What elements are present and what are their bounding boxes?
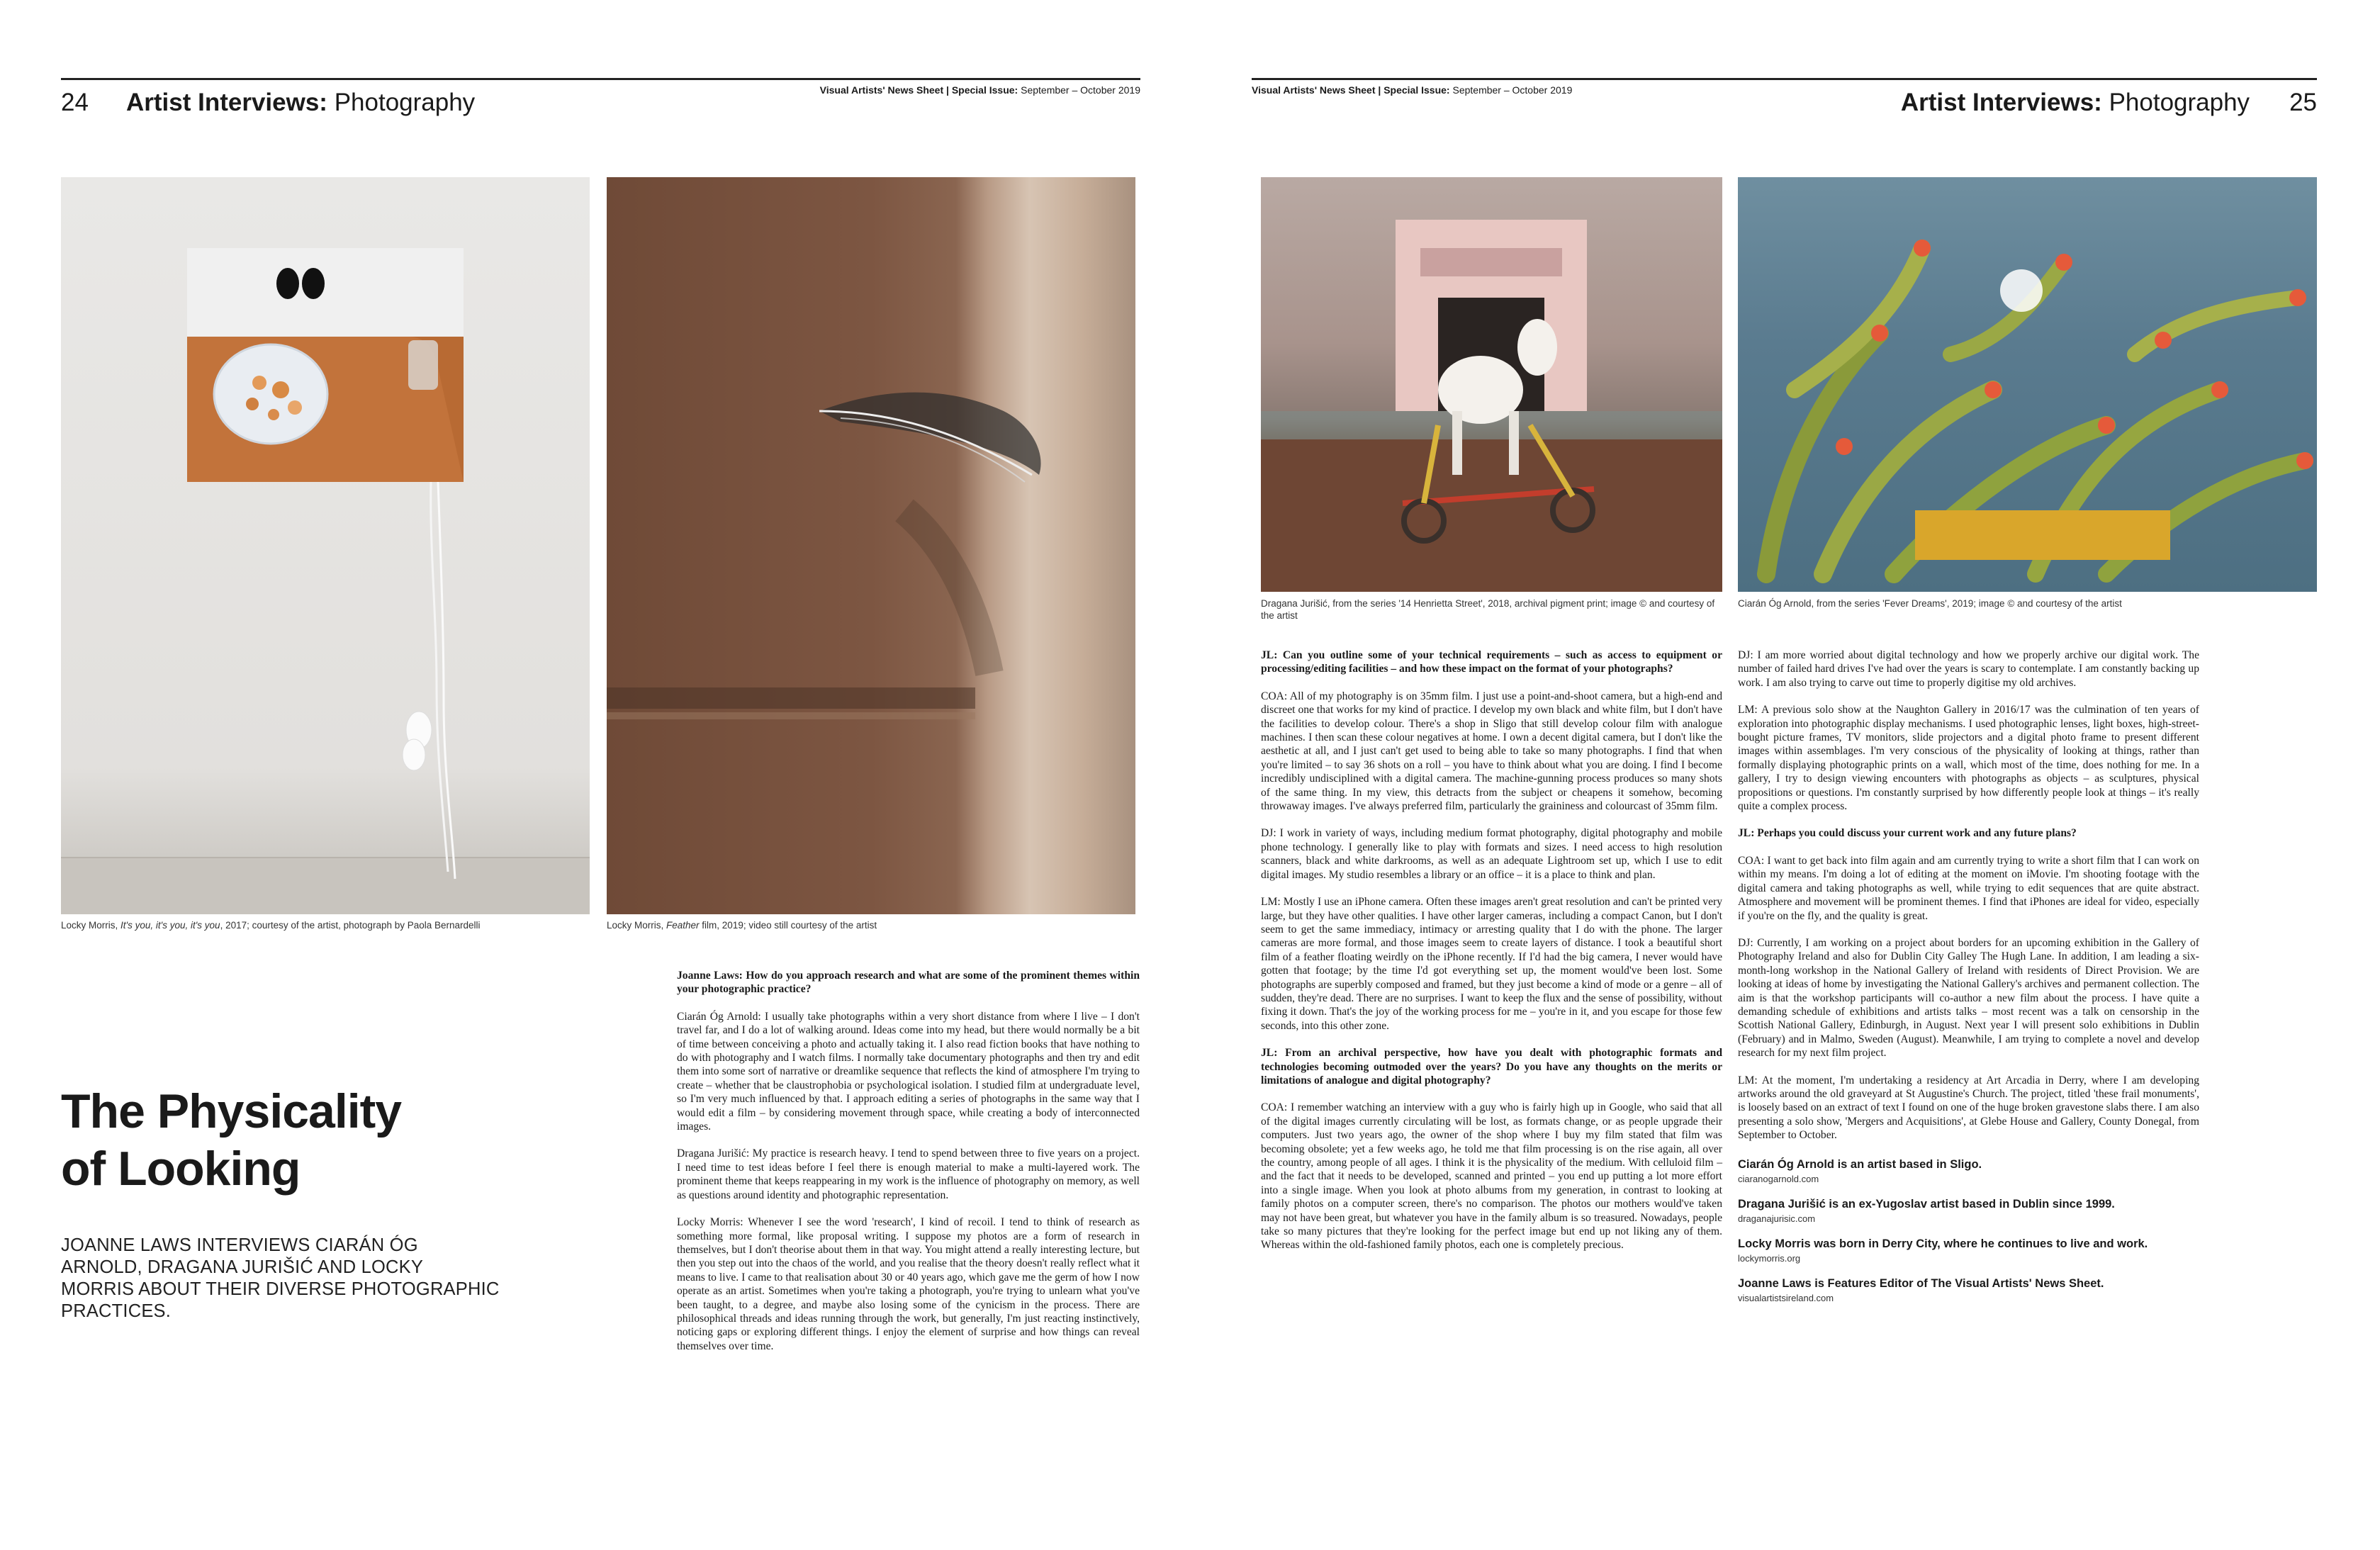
issue-bold: Visual Artists' News Sheet | Special Issue:: [819, 84, 1018, 96]
headline-line-1: The Physicality: [61, 1084, 402, 1138]
bio-ciaran-url[interactable]: ciaranogarnold.com: [1738, 1173, 1819, 1184]
issue-rest: September – October 2019: [1018, 84, 1140, 96]
photo-illustration: [607, 177, 1135, 914]
caption-artist: Locky Morris,: [607, 920, 667, 931]
paragraph-question: JL: From an archival perspective, how have you dealt with photographic formats and technologies becoming outmoded over the years? Do you have any thoughts on the merits or limitations of analogue and digital photography?: [1261, 1047, 1722, 1086]
text-column-2: [1261, 648, 1722, 1266]
paragraph: DJ: I am more worried about digital technology and how we properly archive our digital work. The number of failed hard drives I've had over the years is scary to contemplate. I am constantly backing up work. I am also trying to carve out time to properly digitise my old archives.: [1738, 649, 2199, 689]
text-column-1: [677, 969, 1140, 1366]
photo-ciaran-og-arnold-fever-dreams: [1738, 177, 2317, 592]
section-title-bold: Artist Interviews:: [126, 89, 327, 116]
bio-locky-url[interactable]: lockymorris.org: [1738, 1252, 1801, 1264]
text-column-3: [1738, 648, 2199, 1315]
article-headline: [61, 1083, 401, 1198]
section-title-rest: Photography: [2101, 89, 2250, 116]
photo-locky-morris-feather: [607, 177, 1135, 914]
bio-joanne: Joanne Laws is Features Editor of The Visual Artists' News Sheet.: [1738, 1276, 2104, 1290]
paragraph: LM: At the moment, I'm undertaking a residency at Art Arcadia in Derry, where I am developing artworks around the old graveyard at St Augustine's Church. The project, titled 'these frail monuments', is loosely based on an extract of text I found on one of the huge broken gravestone slabs there. I am also presenting a solo show, 'Mergers and Acquisitions', at Glebe House and Gallery, County Donegal, from September to October.: [1738, 1074, 2199, 1142]
photo-illustration: [61, 177, 590, 914]
headline-line-2: of Looking: [61, 1142, 301, 1196]
page-number-left: 24: [61, 89, 89, 116]
photo-locky-morris-its-you: [61, 177, 590, 914]
caption-photo-3: Dragana Jurišić, from the series '14 Henrietta Street', 2018, archival pigment print; image © and courtesy of the artist: [1261, 598, 1715, 621]
paragraph: COA: I want to get back into film again and am currently trying to write a short film that I can work on within my means. I'm doing a lot of editing at the moment on iMovie. I'm shooting footage with the digital camera and taking photographs as well, while trying to edit sequences that are quite abstract. Atmosphere and movement will be prominent themes. I find that iPhones are ideal for video, especially if you're on the fly, and the quality is great.: [1738, 854, 2199, 922]
section-title-bold: Artist Interviews:: [1900, 89, 2102, 116]
paragraph: COA: I remember watching an interview with a guy who is fairly high up in Google, who said that all of the digital images currently circulating will be lost, as formats change, or as people upgrade their computers. Just two years ago, the owner of the shop where I buy my film stated that film was becoming obsolete; yet a few weeks ago, he told me that film processing is on the rise again, all over the country, among people of all ages. I think it is the physicality of the medium. With celluloid film – and the fact that it needs to be developed, scanned and printed – you end up putting a lot more effort into a single image. When you look at photo albums from my generation, in contrast to looking at family photos on a computer screen, there's no comparison. The photos our mothers would've taken may not have been great, but whatever you have in the family album is so treasured. Nowadays, people take so many pictures that they're looking for the perfect image but end up not liking any of them. Whereas within the old-fashioned family photos, each one is completely precious.: [1261, 1101, 1722, 1252]
bio-ciaran: Ciarán Óg Arnold is an artist based in Sligo.: [1738, 1157, 1982, 1171]
caption-work-title: Feather: [666, 920, 700, 931]
photo-dragana-jurisic-henrietta-street: [1261, 177, 1722, 592]
left-top-rule: [61, 78, 1140, 80]
paragraph: Locky Morris: Whenever I see the word 'research', I kind of recoil. I tend to think of research as something more formal, like proposal writing. I suppose my photos are a form of research in themselves, but I don't theorise about them in that way. You might attend a really interesting lecture, but then you step out into the chaos of the world, and you realise that the theory doesn't really reflect what it means to live. I came to that realisation about 30 or 40 years ago, which gave me the germ of how I now operate as an artist. Sometimes when you're taking a photograph, you're trying to unlearn what you've been taught, to a degree, and maybe also losing some of the cynicism in the process. There are philosophical threads and ideas running through the work, but generally, I'm just reacting instinctively, noticing gaps or exploring different things. I enjoy the element of surprise and how things can reveal themselves over time.: [677, 1216, 1140, 1352]
caption-photo-1: [61, 919, 590, 931]
bio-dragana-url[interactable]: draganajurisic.com: [1738, 1213, 1816, 1224]
caption-work-title: It's you, it's you, it's you: [120, 920, 220, 931]
paragraph-question: Joanne Laws: How do you approach research and what are some of the prominent themes within your photographic practice?: [677, 970, 1140, 996]
section-title-rest: Photography: [327, 89, 476, 116]
paragraph: Dragana Jurišić: My practice is research heavy. I tend to spend between three to five years on a project. I need time to test ideas before I feel there is enough material to make a multi-layered work. The prominent theme that keeps reappearing in my work is the influence of photography on memory, as well as questions around identity and photographic representation.: [677, 1147, 1140, 1201]
issue-line-right: [1252, 84, 1572, 96]
issue-bold: Visual Artists' News Sheet | Special Issue:: [1252, 84, 1450, 96]
caption-artist: Locky Morris,: [61, 920, 121, 931]
paragraph: LM: A previous solo show at the Naughton Gallery in 2016/17 was the culmination of ten years of exploration into photographic display mechanisms. I used photographic lenses, light boxes, high-street-bought picture frames, TV monitors, slide projectors and a digital photo frame to present different images within assemblages. I'm very conscious of the physicality of looking at things, rather than formally displaying photographic prints on a wall, which most of the time, does nothing for me. In a gallery, I try to design viewing encounters with photographs as objects – as sculptures, physical propositions or questions. I'm constantly surprised by how differently people look at things – it's really quite a complex process.: [1738, 704, 2199, 813]
paragraph: COA: All of my photography is on 35mm film. I just use a point-and-shoot camera, but a high-end and discreet one that works for my kind of practice. I develop my own black and white film, but I don't have the facilities to develop colour. There's a shop in Sligo that still develop colour film with analogue machines. I then scan these colour negatives at home. I own a decent digital camera, but I don't like the aesthetic at all, and I just can't get used to being able to take so many photographs. I find that when you're limited – to say 36 shots on a roll – you have to think about what you are doing. I find I become incredibly undisciplined with a digital camera. The machine-gunning process produces so many shots of the same thing. In my view, this detracts from the subject or cheapens it somehow, becoming throwaway images. I've always preferred film, particularly the graininess and colourcast of 35mm film.: [1261, 690, 1722, 813]
photo-illustration: [1738, 177, 2317, 592]
bio-joanne-url[interactable]: visualartistsireland.com: [1738, 1292, 1834, 1303]
bio-dragana: Dragana Jurišić is an ex-Yugoslav artist based in Dublin since 1999.: [1738, 1197, 2115, 1211]
paragraph: Ciarán Óg Arnold: I usually take photographs within a very short distance from where I live – I don't travel far, and I do a lot of walking around. Ideas come into my head, but there would normally be a bit of time between conceiving a photo and actually taking it. I also read fiction books that have nothing to do with photography and I watch films. I normally take documentary photographs and then try and edit them into some sort of narrative or dreamlike sequence that reflects the kind of atmosphere I'm trying to create – whether that be claustrophobia or psychological isolation. I studied film at undergraduate level, so I'm very much influenced by that. I approach editing a series of photographs in the same way that I would edit a film – by considering movement through space, while creating a body of interconnected images.: [677, 1010, 1140, 1133]
caption-photo-4: Ciarán Óg Arnold, from the series 'Fever Dreams', 2019; image © and courtesy of the artist: [1738, 598, 2122, 609]
caption-photo-2: [607, 919, 1135, 931]
paragraph-question: JL: Perhaps you could discuss your current work and any future plans?: [1738, 827, 2077, 840]
issue-line-left: [820, 84, 1140, 96]
paragraph: DJ: Currently, I am working on a project about borders for an upcoming exhibition in the Gallery of Photography Ireland and also for Dublin City Galley The Hugh Lane. In addition, I am leading a six-month-long workshop in the National Gallery of Ireland with residents of Direct Provision. We are looking at ideas of home by investigating the National Gallery's archives and permanent collection. The aim is that the workshop participants will co-author a new film about the process. I have quite a demanding schedule of exhibitions and artists talks – most recent was a talk on censorship in the Scottish National Gallery, Edinburgh, in August. Next year I will present solo exhibitions in Dublin (February) and in Malmo, Sweden (August). Meanwhile, I am trying to complete a novel and develop research for my next film project.: [1738, 936, 2199, 1060]
photo-illustration: [1261, 177, 1722, 592]
caption-detail: , 2017; courtesy of the artist, photograph by Paola Bernardelli: [220, 920, 481, 931]
right-folio: [1901, 87, 2317, 118]
left-folio: [61, 87, 475, 118]
page-number-right: 25: [2289, 89, 2317, 116]
contributor-bios: [1738, 1156, 2199, 1305]
bio-locky: Locky Morris was born in Derry City, where he continues to live and work.: [1738, 1237, 2148, 1250]
right-top-rule: [1252, 78, 2317, 80]
standfirst: JOANNE LAWS INTERVIEWS CIARÁN ÓG ARNOLD, DRAGANA JURIŠIĆ AND LOCKY MORRIS ABOUT THEIR DIVERSE PHOTOGRAPHIC PRACTICES.: [61, 1235, 500, 1321]
issue-rest: September – October 2019: [1449, 84, 1573, 96]
paragraph: LM: Mostly I use an iPhone camera. Often these images aren't great resolution and can't be printed very large, but they have other qualities. I have other larger cameras, including a compact Canon, but I don't seem to get the same immediacy, intimacy or arresting quality that I do with the phone. The larger cameras are more formal, and those images seem to create layers of distance. I took a beautiful short film of a feather floating weirdly on the iPhone recently. If I'd had the big camera, I never would have gotten that footage; by the time I'd got everything set up, the moment would've been lost. Some photographs are superbly composed and framed, but they just become a kind of mode or a genre – all of sudden, they're dead. There are no surprises. I want to keep the flux and the sense of possibility, without fixing it down. That's the joy of the working process for me – you're in it, and you escape for those few seconds, into this other zone.: [1261, 896, 1722, 1032]
caption-detail: film, 2019; video still courtesy of the artist: [699, 920, 877, 931]
paragraph: DJ: I work in variety of ways, including medium format photography, digital photography and mobile phone technology. I generally like to play with formats and sizes. I need access to high resolution scanners, black and white darkrooms, as well as an adequate Lightroom set up, which I use to edit digital images. My studio resembles a library or an office – it is a place to think and plan.: [1261, 827, 1722, 881]
paragraph-question: JL: Can you outline some of your technical requirements – such as access to equipment or processing/editing facilities – and how these impact on the format of your photographs?: [1261, 649, 1722, 675]
